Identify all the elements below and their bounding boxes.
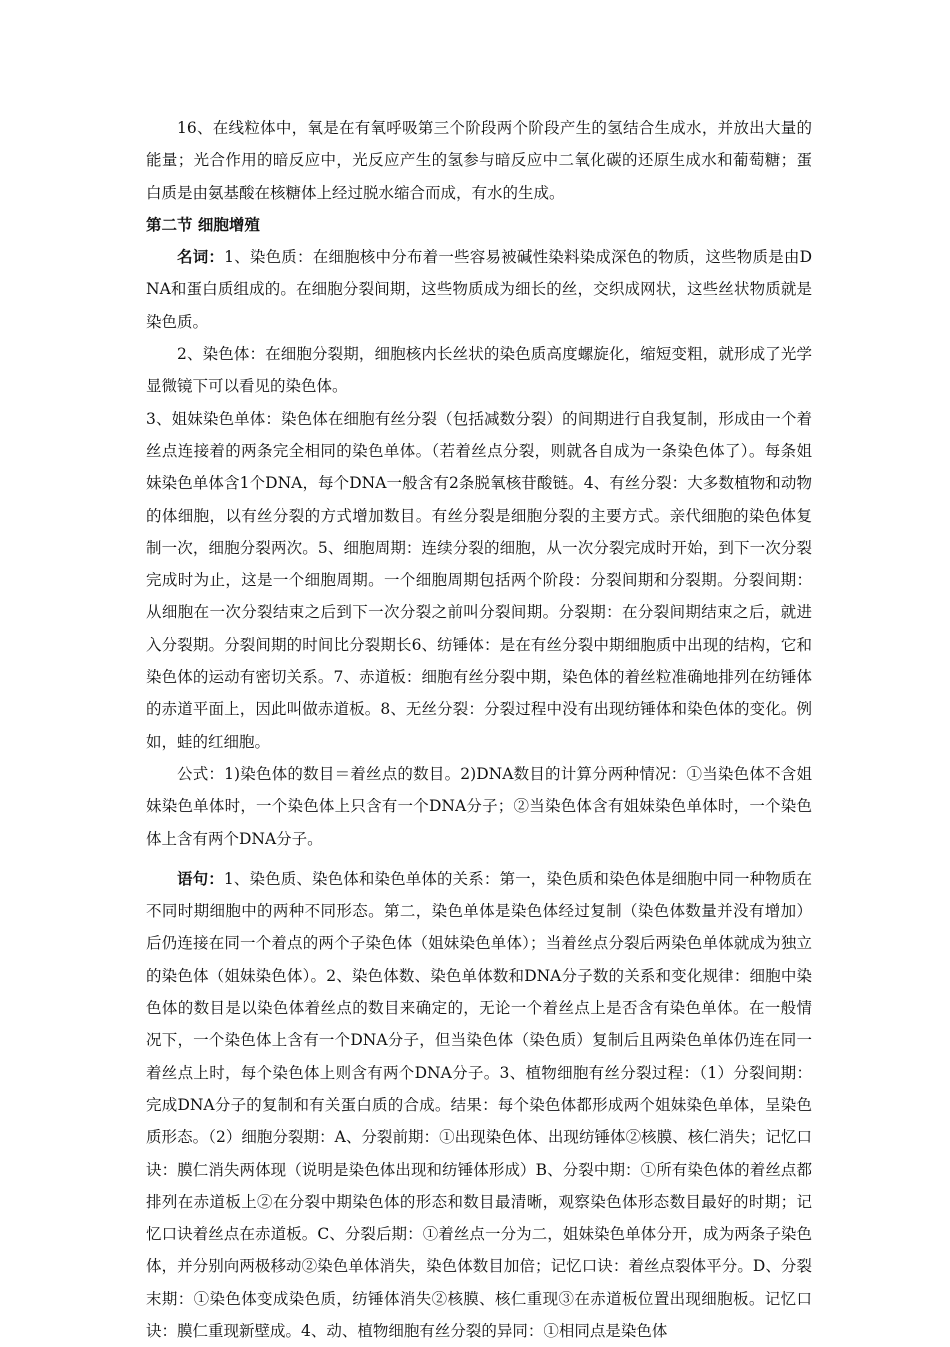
formula-paragraph: 公式：1)染色体的数目＝着丝点的数目。2)DNA数目的计算分两种情况：①当染色体不含姐妹染色单体时，一个染色体上只含有一个DNA分子；②当染色体含有姐妹染色单体时，一个染色体上含有两个DNA分子。: [146, 764, 812, 848]
sentences-text: 1、染色质、染色体和染色单体的关系：第一，染色质和染色体是细胞中同一种物质在不同时期细胞中的两种不同形态。第二，染色单体是染色体经过复制（染色体数量并没有增加）后仍连接在同一个着点的两个子染色体（姐妹染色单体）；当着丝点分裂后两染色单体就成为独立的染色体（姐妹染色体）。2、染色体数、染色单体数和DNA分子数的关系和变化规律：细胞中染色体的数目是以染色体着丝点的数目来确定的，无论一个着丝点上是否含有染色单体。在一般情况下，一个染色体上含有一个DNA分子，但当染色体（染色质）复制后且两染色单体仍连在同一着丝点上时，每个染色体上则含有两个DNA分子。3、植物细胞有丝分裂过程：（1）分裂间期：完成DNA分子的复制和有关蛋白质的合成。结果：每个染色体都形成两个姐妹染色单体，呈染色质形态。（2）细胞分裂期：A、分裂前期：①出现染色体、出现纺锤体②核膜、核仁消失；记忆口诀：膜仁消失两体现（说明是染色体出现和纺锤体形成）B、分裂中期：①所有染色体的着丝点都排列在赤道板上②在分裂中期染色体的形态和数目最清晰，观察染色体形态数目最好的时期；记忆口诀着丝点在赤道板。C、分裂后期：①着丝点一分为二，姐妹染色单体分开，成为两条子染色体，并分别向两极移动②染色单体消失，染色体数目加倍；记忆口诀：着丝点裂体平分。D、分裂末期：①染色体变成染色质，纺锤体消失②核膜、核仁重现③在赤道板位置出现细胞板。记忆口诀：膜仁重现新壁成。4、动、植物细胞有丝分裂的异同：①相同点是染色体: [146, 869, 812, 1340]
paragraph-gap: [146, 855, 812, 863]
terms-paragraph-1: [146, 241, 812, 338]
terms-items-3-8: 3、姐妹染色单体：染色体在细胞有丝分裂（包括减数分裂）的间期进行自我复制，形成由一个着丝点连接着的两条完全相同的染色单体。（若着丝点分裂，则就各自成为一条染色体了）。每条姐妹染色单体含1个DNA，每个DNA一般含有2条脱氧核苷酸链。4、有丝分裂：大多数植物和动物的体细胞，以有丝分裂的方式增加数目。有丝分裂是细胞分裂的主要方式。亲代细胞的染色体复制一次，细胞分裂两次。5、细胞周期：连续分裂的细胞，从一次分裂完成时开始，到下一次分裂完成时为止，这是一个细胞周期。一个细胞周期包括两个阶段：分裂间期和分裂期。分裂间期：从细胞在一次分裂结束之后到下一次分裂之前叫分裂间期。分裂期：在分裂间期结束之后，就进入分裂期。分裂间期的时间比分裂期长6、纺锤体：是在有丝分裂中期细胞质中出现的结构，它和染色体的运动有密切关系。7、赤道板：细胞有丝分裂中期，染色体的着丝粒准确地排列在纺锤体的赤道平面上，因此叫做赤道板。8、无丝分裂：分裂过程中没有出现纺锤体和染色体的变化。例如，蛙的红细胞。: [146, 409, 812, 751]
document-page: [146, 112, 812, 1347]
sentences-paragraph: [146, 863, 812, 1347]
paragraph-16: 16、在线粒体中，氧是在有氧呼吸第三个阶段两个阶段产生的氢结合生成水，并放出大量的能量；光合作用的暗反应中，光反应产生的氢参与暗反应中二氧化碳的还原生成水和葡萄糖；蛋白质是由氨基酸在核糖体上经过脱水缩合而成，有水的生成。: [146, 119, 812, 202]
terms-label: 名词：: [177, 247, 225, 267]
terms-item-1: 1、染色质：在细胞核中分布着一些容易被碱性染料染成深色的物质，这些物质是由DNA和蛋白质组成的。在细胞分裂间期，这些物质成为细长的丝，交织成网状，这些丝状物质就是染色质。: [146, 248, 812, 331]
section-title: 第二节 细胞增殖: [146, 214, 260, 234]
sentences-label: 语句：: [177, 868, 224, 888]
terms-item-2: 2、染色体：在细胞分裂期，细胞核内长丝状的染色质高度螺旋化，缩短变粗，就形成了光学显微镜下可以看见的染色体。: [146, 345, 812, 396]
